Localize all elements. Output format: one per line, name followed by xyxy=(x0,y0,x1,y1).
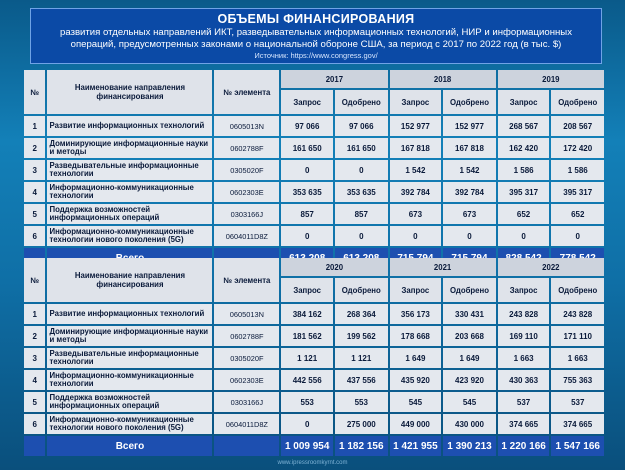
source-note: Источник: https://www.congress.gov/ xyxy=(254,51,378,60)
table-row xyxy=(24,304,604,324)
value-cell: 181 562 xyxy=(281,326,333,346)
table-row xyxy=(24,226,604,246)
value-cell: 537 xyxy=(498,392,550,412)
value-cell: 374 665 xyxy=(498,414,550,434)
row-code: 0305020F xyxy=(214,348,279,368)
table-row xyxy=(24,204,604,224)
value-cell: 268 567 xyxy=(498,116,550,136)
value-cell: 673 xyxy=(443,204,495,224)
value-cell: 97 066 xyxy=(281,116,333,136)
value-cell: 755 363 xyxy=(551,370,604,390)
total-label: Всего xyxy=(47,436,212,456)
value-cell: 857 xyxy=(281,204,333,224)
request-header: Запрос xyxy=(390,278,442,302)
table-row xyxy=(24,182,604,202)
year-header: 2022 xyxy=(498,258,604,276)
value-cell: 395 317 xyxy=(551,182,604,202)
row-name: Развитие информационных технологий xyxy=(47,116,212,136)
approved-header: Одобрено xyxy=(443,90,495,114)
total-row xyxy=(24,436,604,456)
row-code: 0303166J xyxy=(214,204,279,224)
row-name: Разведывательные информационные технологии xyxy=(47,160,212,180)
row-name: Информационно-коммуникационные технологии xyxy=(47,370,212,390)
total-value: 1 390 213 xyxy=(443,436,495,456)
value-cell: 199 562 xyxy=(335,326,387,346)
value-cell: 423 920 xyxy=(443,370,495,390)
value-cell: 1 586 xyxy=(551,160,604,180)
value-cell: 545 xyxy=(390,392,442,412)
value-cell: 1 542 xyxy=(390,160,442,180)
year-header: 2017 xyxy=(281,70,387,88)
row-code: 0604011D8Z xyxy=(214,414,279,434)
row-code: 0605013N xyxy=(214,116,279,136)
value-cell: 1 649 xyxy=(390,348,442,368)
row-name: Поддержка возможностей информационных операций xyxy=(47,392,212,412)
value-cell: 268 364 xyxy=(335,304,387,324)
value-cell: 275 000 xyxy=(335,414,387,434)
value-cell: 1 663 xyxy=(551,348,604,368)
footer-watermark: www.ipressroomkyrnt.com xyxy=(277,460,348,466)
total-value: 1 220 166 xyxy=(498,436,550,456)
table-row xyxy=(24,326,604,346)
value-cell: 652 xyxy=(551,204,604,224)
table-row xyxy=(24,414,604,434)
value-cell: 392 784 xyxy=(443,182,495,202)
value-cell: 553 xyxy=(335,392,387,412)
value-cell: 0 xyxy=(335,160,387,180)
value-cell: 161 650 xyxy=(335,138,387,158)
subtitle-line-2: операций, предусмотренных законами о национальной обороне США, за период с 2017 по 2022 год (в тыс. $) xyxy=(70,39,562,50)
funding-table-2017-2019 xyxy=(22,68,606,270)
col-header-num: № xyxy=(24,258,45,302)
request-header: Запрос xyxy=(498,278,550,302)
total-value: 1 182 156 xyxy=(335,436,387,456)
row-name: Доминирующие информационные науки и методы xyxy=(47,326,212,346)
value-cell: 392 784 xyxy=(390,182,442,202)
row-name: Информационно-коммуникационные технологии xyxy=(47,182,212,202)
row-number: 3 xyxy=(24,348,45,368)
year-header: 2020 xyxy=(281,258,387,276)
value-cell: 0 xyxy=(498,226,550,246)
row-name: Развитие информационных технологий xyxy=(47,304,212,324)
value-cell: 1 586 xyxy=(498,160,550,180)
value-cell: 430 363 xyxy=(498,370,550,390)
request-header: Запрос xyxy=(390,90,442,114)
row-number: 5 xyxy=(24,392,45,412)
value-cell: 435 920 xyxy=(390,370,442,390)
row-code: 0602788F xyxy=(214,326,279,346)
row-number: 5 xyxy=(24,204,45,224)
table-row xyxy=(24,370,604,390)
table-row xyxy=(24,116,604,136)
year-header: 2018 xyxy=(390,70,496,88)
request-header: Запрос xyxy=(498,90,550,114)
row-name: Разведывательные информационные технологии xyxy=(47,348,212,368)
year-header: 2021 xyxy=(390,258,496,276)
value-cell: 374 665 xyxy=(551,414,604,434)
value-cell: 1 542 xyxy=(443,160,495,180)
value-cell: 171 110 xyxy=(551,326,604,346)
approved-header: Одобрено xyxy=(551,90,604,114)
row-code: 0305020F xyxy=(214,160,279,180)
value-cell: 203 668 xyxy=(443,326,495,346)
row-number: 4 xyxy=(24,370,45,390)
total-value: 1 421 955 xyxy=(390,436,442,456)
value-cell: 1 121 xyxy=(335,348,387,368)
value-cell: 384 162 xyxy=(281,304,333,324)
value-cell: 330 431 xyxy=(443,304,495,324)
value-cell: 449 000 xyxy=(390,414,442,434)
row-code: 0602788F xyxy=(214,138,279,158)
value-cell: 442 556 xyxy=(281,370,333,390)
value-cell: 243 828 xyxy=(498,304,550,324)
value-cell: 243 828 xyxy=(551,304,604,324)
value-cell: 553 xyxy=(281,392,333,412)
row-number: 1 xyxy=(24,116,45,136)
title-banner xyxy=(30,8,602,64)
year-header: 2019 xyxy=(498,70,604,88)
row-name: Доминирующие информационные науки и методы xyxy=(47,138,212,158)
row-number: 2 xyxy=(24,138,45,158)
table-row xyxy=(24,138,604,158)
row-code: 0605013N xyxy=(214,304,279,324)
value-cell: 353 635 xyxy=(335,182,387,202)
subtitle-line-1: развития отдельных направлений ИКТ, разведывательных информационных технологий, НИР и информационных xyxy=(60,27,572,38)
total-value: 1 009 954 xyxy=(281,436,333,456)
total-spacer xyxy=(24,436,45,456)
value-cell: 167 818 xyxy=(443,138,495,158)
row-number: 3 xyxy=(24,160,45,180)
row-name: Информационно-коммуникационные технологии нового поколения (5G) xyxy=(47,414,212,434)
row-code: 0602303E xyxy=(214,370,279,390)
value-cell: 430 000 xyxy=(443,414,495,434)
value-cell: 152 977 xyxy=(390,116,442,136)
value-cell: 97 066 xyxy=(335,116,387,136)
row-code: 0602303E xyxy=(214,182,279,202)
request-header: Запрос xyxy=(281,278,333,302)
value-cell: 0 xyxy=(443,226,495,246)
value-cell: 208 567 xyxy=(551,116,604,136)
funding-table-2020-2022 xyxy=(22,256,606,458)
row-number: 6 xyxy=(24,226,45,246)
col-header-code: № элемента xyxy=(214,70,279,114)
approved-header: Одобрено xyxy=(551,278,604,302)
value-cell: 169 110 xyxy=(498,326,550,346)
request-header: Запрос xyxy=(281,90,333,114)
value-cell: 161 650 xyxy=(281,138,333,158)
value-cell: 167 818 xyxy=(390,138,442,158)
page-title: ОБЪЕМЫ ФИНАНСИРОВАНИЯ xyxy=(217,12,415,26)
row-code: 0604011D8Z xyxy=(214,226,279,246)
value-cell: 356 173 xyxy=(390,304,442,324)
row-number: 6 xyxy=(24,414,45,434)
value-cell: 152 977 xyxy=(443,116,495,136)
value-cell: 172 420 xyxy=(551,138,604,158)
row-number: 1 xyxy=(24,304,45,324)
value-cell: 162 420 xyxy=(498,138,550,158)
value-cell: 353 635 xyxy=(281,182,333,202)
value-cell: 673 xyxy=(390,204,442,224)
value-cell: 0 xyxy=(551,226,604,246)
value-cell: 0 xyxy=(281,160,333,180)
approved-header: Одобрено xyxy=(443,278,495,302)
col-header-code: № элемента xyxy=(214,258,279,302)
col-header-num: № xyxy=(24,70,45,114)
value-cell: 1 663 xyxy=(498,348,550,368)
row-code: 0303166J xyxy=(214,392,279,412)
row-number: 4 xyxy=(24,182,45,202)
value-cell: 0 xyxy=(390,226,442,246)
value-cell: 1 121 xyxy=(281,348,333,368)
value-cell: 437 556 xyxy=(335,370,387,390)
table-row xyxy=(24,392,604,412)
value-cell: 537 xyxy=(551,392,604,412)
col-header-name: Наименование направления финансирования xyxy=(47,70,212,114)
value-cell: 652 xyxy=(498,204,550,224)
value-cell: 545 xyxy=(443,392,495,412)
value-cell: 395 317 xyxy=(498,182,550,202)
total-spacer xyxy=(214,436,279,456)
row-number: 2 xyxy=(24,326,45,346)
row-name: Информационно-коммуникационные технологии нового поколения (5G) xyxy=(47,226,212,246)
row-name: Поддержка возможностей информационных операций xyxy=(47,204,212,224)
approved-header: Одобрено xyxy=(335,90,387,114)
table-row xyxy=(24,160,604,180)
value-cell: 1 649 xyxy=(443,348,495,368)
value-cell: 0 xyxy=(281,414,333,434)
value-cell: 0 xyxy=(335,226,387,246)
value-cell: 857 xyxy=(335,204,387,224)
table-row xyxy=(24,348,604,368)
value-cell: 0 xyxy=(281,226,333,246)
col-header-name: Наименование направления финансирования xyxy=(47,258,212,302)
value-cell: 178 668 xyxy=(390,326,442,346)
total-value: 1 547 166 xyxy=(551,436,604,456)
approved-header: Одобрено xyxy=(335,278,387,302)
